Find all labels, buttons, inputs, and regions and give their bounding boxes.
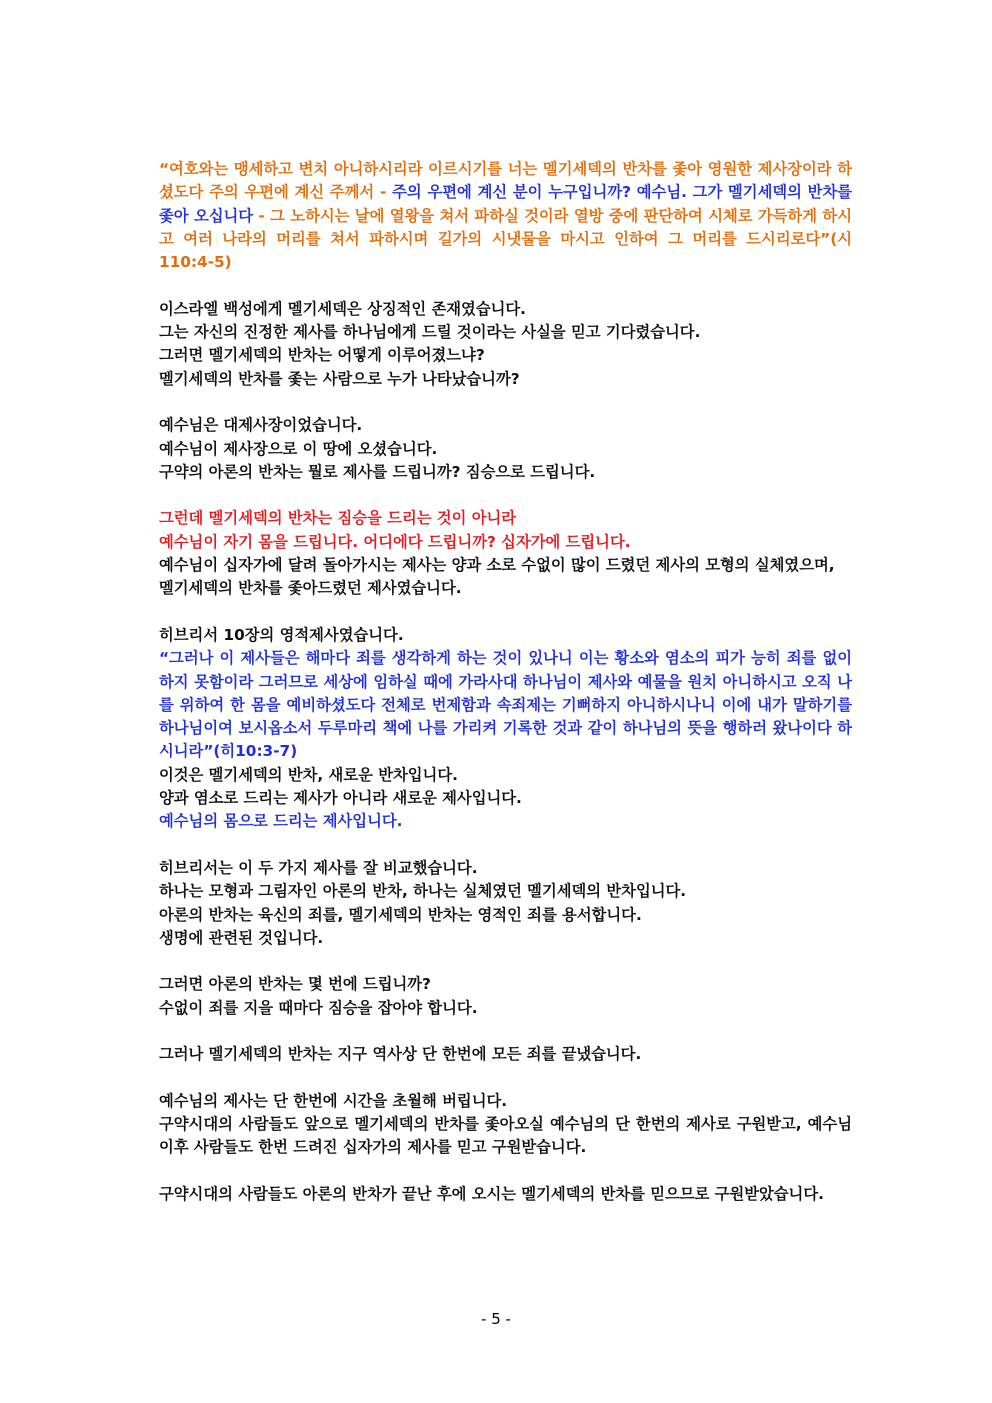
page-number: - 5 - [481,1310,511,1328]
paragraph-spacer [142,950,852,973]
text-paragraph: 예수님이 십자가에 달려 돌아가시는 제사는 양과 소로 수없이 많이 드렸던 제사의 모형의 실체였으며, [159,556,835,575]
text-line: 예수님은 대제사장이었습니다. [159,416,363,435]
text-paragraph: 구약시대의 사람들도 아론의 반차가 끝난 후에 오시는 멜기세덱의 반차를 믿으므로 구원받았습니다. [159,1185,824,1204]
paragraph-spacer [142,391,852,414]
psalm-quote-commentary: 주의 우편에 계신 분이 누구입니까? 예수님. 그가 멜기세덱의 반차를 좇아 오십니다 [159,183,853,225]
highlight-line: 예수님이 자기 몸을 드립니다. 어디에다 드립니까? 십자가에 드립니다. [159,532,631,551]
psalm-quote-part-2: - 그 노하시는 날에 열왕을 쳐서 파하실 것이라 열방 중에 판단하여 시체로 가득하게 하시고 여러 나라의 머리를 쳐서 파하시며 길가의 시냇물을 마시고 인하여 그 머리를 드시리로다”(시110:4-5) [159,206,852,272]
text-line: 그러면 아론의 반차는 몇 번에 드립니까? [159,975,431,994]
text-paragraph: 구약시대의 사람들도 앞으로 멜기세덱의 반차를 좇아오실 예수님의 단 한번의 제사로 구원받고, 예수님 이후 사람들도 한번 드려진 십자가의 제사를 믿고 구원받습니다. [159,1115,852,1157]
psalm-quote [142,158,852,274]
psalm-quote-part-1: “여호와는 맹세하고 변치 아니하시리라 이르시기를 너는 멜기세덱의 반차를 좇아 영원한 제사장이라 하셨도다 주의 우편에 계신 주께서 - [159,160,852,202]
highlight-line: 그런데 멜기세덱의 반차는 짐승을 드리는 것이 아니라 [159,509,517,528]
text-line: 이스라엘 백성에게 멜기세덱은 상징적인 존재였습니다. [159,299,526,318]
text-line: 구약의 아론의 반차는 뭘로 제사를 드립니까? 짐승으로 드립니다. [159,462,596,481]
paragraph-spacer [142,1020,852,1043]
text-line: 이것은 멜기세덱의 반차, 새로운 반차입니다. [159,765,458,784]
text-line: 하나는 모형과 그림자인 아론의 반차, 하나는 실체였던 멜기세덱의 반차입니다. [159,882,687,901]
paragraph-spacer [142,1067,852,1090]
text-line: 그러면 멜기세덱의 반차는 어떻게 이루어졌느냐? [159,346,485,365]
paragraph-spacer [142,1160,852,1183]
text-line: 멜기세덱의 반차를 좇는 사람으로 누가 나타났습니까? [159,369,520,388]
paragraph-spacer [142,834,852,857]
text-line: 예수님이 제사장으로 이 땅에 오셨습니다. [159,439,438,458]
paragraph-spacer [142,601,852,624]
document-body [142,158,852,1206]
text-line: 생명에 관련된 것입니다. [159,928,324,947]
text-line: 그러나 멜기세덱의 반차는 지구 역사상 단 한번에 모든 죄를 끝냈습니다. [159,1045,642,1064]
text-line: 양과 염소로 드리는 제사가 아니라 새로운 제사입니다. [159,789,522,808]
text-line: 수없이 죄를 지을 때마다 짐승을 잡아야 합니다. [159,998,478,1017]
text-line: 그는 자신의 진정한 제사를 하나님에게 드릴 것이라는 사실을 믿고 기다렸습니다. [159,323,701,342]
paragraph-spacer [142,274,852,297]
text-line: 히브리서는 이 두 가지 제사를 잘 비교했습니다. [159,858,478,877]
text-line: 히브리서 10장의 영적제사였습니다. [159,625,404,644]
text-line: 멜기세덱의 반차를 좇아드렸던 제사였습니다. [159,579,462,598]
hebrews-quote: “그러나 이 제사들은 해마다 죄를 생각하게 하는 것이 있나니 이는 황소와 염소의 피가 능히 죄를 없이 하지 못함이라 그러므로 세상에 임하실 때에 가라사대 하나님이 제사와 예물을 원치 아니하시고 오직 나를 위하여 한 몸을 예비하셨도다 전체로 번제함과 속죄제는 기뻐하지 아니하시나니 이에 내가 말하기를 하나님이여 보시옵소서 두루마리 책에 나를 가리켜 기록한 것과 같이 하나님의 뜻을 행하러 왔나이다 하시니라”(히10:3-7) [159,649,852,761]
paragraph-spacer [142,484,852,507]
text-line: 예수님의 제사는 단 한번에 시간을 초월해 버립니다. [159,1091,508,1110]
highlight-line: 예수님의 몸으로 드리는 제사입니다. [159,812,403,831]
text-line: 아론의 반차는 육신의 죄를, 멜기세덱의 반차는 영적인 죄를 용서합니다. [159,905,642,924]
